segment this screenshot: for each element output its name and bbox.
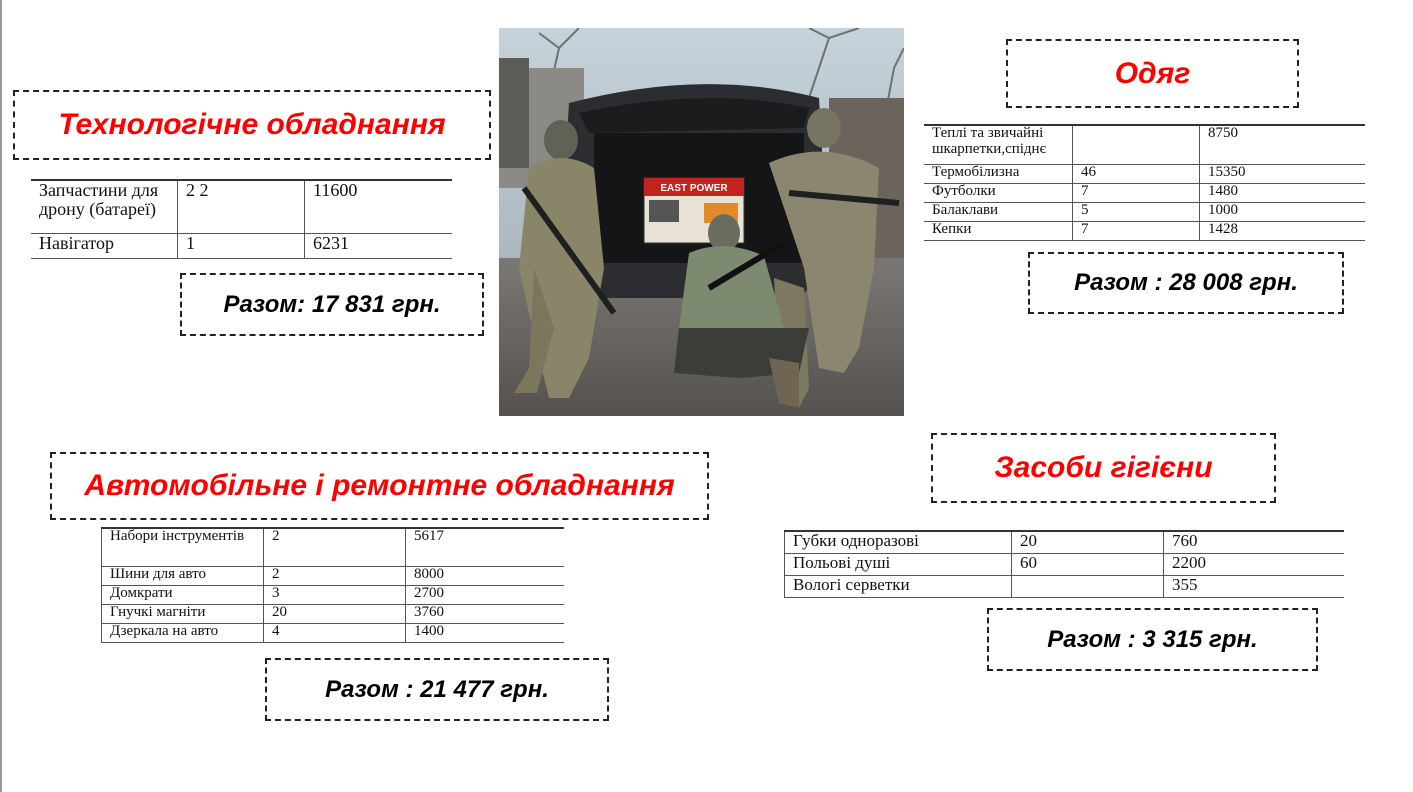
item-name: Шини для авто (102, 567, 264, 586)
table-row (924, 203, 1365, 222)
item-name: Гнучкі магніти (102, 605, 264, 624)
item-price: 2200 (1164, 554, 1345, 576)
table-row (924, 184, 1365, 203)
item-price: 5617 (406, 528, 565, 567)
clothes-table (924, 124, 1365, 241)
item-name: Дзеркала на авто (102, 624, 264, 643)
table-row (785, 554, 1345, 576)
item-name: Футболки (924, 184, 1073, 203)
table-row (924, 125, 1365, 165)
item-name: Польові душі (785, 554, 1012, 576)
item-price: 355 (1164, 576, 1345, 598)
clothes-total-box (1028, 252, 1344, 314)
tech-title-box (13, 90, 491, 160)
item-qty: 1 (178, 234, 305, 259)
generator-box-label: EAST POWER (660, 183, 728, 194)
clothes-title-box (1006, 39, 1299, 108)
item-price: 1428 (1200, 222, 1366, 241)
item-qty: 20 (264, 605, 406, 624)
item-qty: 20 (1012, 531, 1164, 554)
tech-total-box (180, 273, 484, 336)
item-qty: 5 (1073, 203, 1200, 222)
tech-table (31, 179, 452, 259)
hygiene-total: Разом : 3 315 грн. (1047, 625, 1258, 653)
item-price: 8000 (406, 567, 565, 586)
item-qty: 7 (1073, 184, 1200, 203)
item-name: Термобілизна (924, 165, 1073, 184)
item-name: Навігатор (31, 234, 178, 259)
item-price: 1480 (1200, 184, 1366, 203)
item-price: 1400 (406, 624, 565, 643)
hygiene-title-box (931, 433, 1276, 503)
auto-total-box (265, 658, 609, 721)
item-price: 3760 (406, 605, 565, 624)
item-qty: 60 (1012, 554, 1164, 576)
clothes-title: Одяг (1114, 56, 1191, 90)
table-row (102, 624, 565, 643)
hygiene-table (784, 530, 1344, 598)
item-qty (1073, 125, 1200, 165)
item-name: Теплі та звичайні шкарпетки,спіднє (924, 125, 1073, 165)
item-qty: 2 2 (178, 180, 305, 234)
auto-title: Автомобільне і ремонтне обладнання (84, 469, 675, 502)
hygiene-title: Засоби гігієни (994, 451, 1213, 484)
item-name: Кепки (924, 222, 1073, 241)
hygiene-total-box (987, 608, 1318, 671)
item-qty: 46 (1073, 165, 1200, 184)
table-row (102, 586, 565, 605)
item-qty (1012, 576, 1164, 598)
item-price: 6231 (305, 234, 453, 259)
auto-total: Разом : 21 477 грн. (325, 675, 549, 703)
tech-total: Разом: 17 831 грн. (223, 290, 441, 318)
item-price: 760 (1164, 531, 1345, 554)
table-row (31, 180, 452, 234)
item-price: 11600 (305, 180, 453, 234)
table-row (785, 531, 1345, 554)
photo-illustration (499, 28, 904, 416)
item-name: Запчастини для дрону (батареї) (31, 180, 178, 234)
tech-title: Технологічне обладнання (58, 108, 446, 141)
item-qty: 2 (264, 528, 406, 567)
table-row (102, 605, 565, 624)
soldiers-photo (499, 28, 904, 416)
table-row (102, 528, 565, 567)
page-left-border (0, 0, 2, 792)
item-name: Домкрати (102, 586, 264, 605)
table-row (924, 165, 1365, 184)
item-name: Вологі серветки (785, 576, 1012, 598)
item-name: Балаклави (924, 203, 1073, 222)
item-qty: 2 (264, 567, 406, 586)
item-qty: 7 (1073, 222, 1200, 241)
item-price: 1000 (1200, 203, 1366, 222)
item-price: 15350 (1200, 165, 1366, 184)
item-price: 8750 (1200, 125, 1366, 165)
table-row (785, 576, 1345, 598)
item-qty: 3 (264, 586, 406, 605)
auto-title-box (50, 452, 709, 520)
table-row (924, 222, 1365, 241)
clothes-total: Разом : 28 008 грн. (1074, 269, 1298, 296)
item-price: 2700 (406, 586, 565, 605)
item-qty: 4 (264, 624, 406, 643)
auto-table (101, 527, 564, 643)
item-name: Губки одноразові (785, 531, 1012, 554)
table-row (31, 234, 452, 259)
item-name: Набори інструментів (102, 528, 264, 567)
table-row (102, 567, 565, 586)
